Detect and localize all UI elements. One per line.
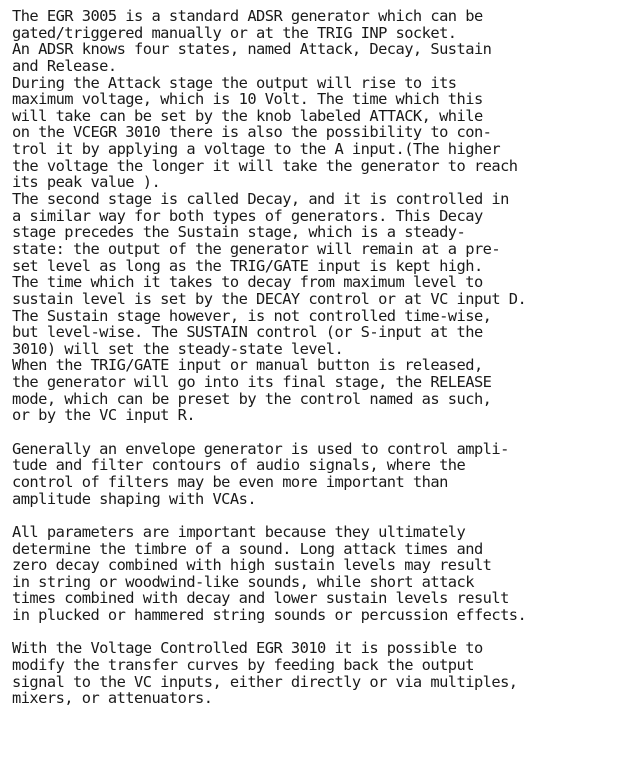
text-line: in plucked or hammered string sounds or percussion effects. (12, 606, 527, 625)
text-line: The Sustain stage however, is not controlled time-wise, (12, 306, 492, 325)
text-line: its peak value ). (12, 173, 161, 192)
text-line: control of filters may be even more important than (12, 472, 448, 491)
text-line: All parameters are important because they ultimately (12, 522, 466, 541)
text-line: mixers, or attenuators. (12, 689, 213, 708)
text-line: The second stage is called Decay, and it is controlled in (12, 190, 509, 209)
text-line: tude and filter contours of audio signals, where the (12, 456, 466, 475)
paragraph-spacer (12, 507, 638, 524)
text-line: During the Attack stage the output will rise to its (12, 73, 457, 92)
text-line: The EGR 3005 is a standard ADSR generator which can be (12, 7, 483, 25)
paragraph-spacer (12, 624, 638, 641)
text-line: set level as long as the TRIG/GATE input is kept high. (12, 256, 483, 275)
text-line: but level-wise. The SUSTAIN control (or S-input at the (12, 323, 483, 342)
text-line: will take can be set by the knob labeled ATTACK, while (12, 106, 483, 125)
text-line: stage precedes the Sustain stage, which is a steady- (12, 223, 466, 242)
text-line: a similar way for both types of generators. This Decay (12, 206, 483, 225)
text-line: and Release. (12, 56, 117, 75)
text-line: signal to the VC inputs, either directly or via multiples, (12, 672, 518, 691)
document-page (12, 8, 638, 707)
text-line: in string or woodwind-like sounds, while short attack (12, 572, 474, 591)
text-line: maximum voltage, which is 10 Volt. The time which this (12, 90, 483, 109)
text-line: sustain level is set by the DECAY control or at VC input D. (12, 289, 527, 308)
text-line: or by the VC input R. (12, 406, 196, 425)
paragraph-adsr-stages (12, 8, 638, 424)
text-line: With the Voltage Controlled EGR 3010 it is possible to (12, 639, 483, 658)
text-line: mode, which can be preset by the control named as such, (12, 389, 492, 408)
paragraph-vc-feedback (12, 640, 638, 707)
text-line: When the TRIG/GATE input or manual button is released, (12, 356, 483, 375)
text-line: gated/triggered manually or at the TRIG INP socket. (12, 23, 457, 42)
text-line: the voltage the longer it will take the generator to reach (12, 156, 518, 175)
text-line: the generator will go into its final stage, the RELEASE (12, 373, 492, 392)
text-line: The time which it takes to decay from maximum level to (12, 273, 483, 292)
text-line: amplitude shaping with VCAs. (12, 489, 257, 508)
text-line: trol it by applying a voltage to the A input.(The higher (12, 140, 501, 159)
text-line: on the VCEGR 3010 there is also the possibility to con- (12, 123, 492, 142)
text-line: Generally an envelope generator is used to control ampli- (12, 439, 509, 458)
text-line: An ADSR knows four states, named Attack, Decay, Sustain (12, 40, 492, 59)
text-line: times combined with decay and lower sustain levels result (12, 589, 509, 608)
text-line: 3010) will set the steady-state level. (12, 339, 344, 358)
paragraph-timbre (12, 524, 638, 624)
text-line: determine the timbre of a sound. Long attack times and (12, 539, 483, 558)
text-line: modify the transfer curves by feeding back the output (12, 655, 474, 674)
paragraph-spacer (12, 424, 638, 441)
text-line: zero decay combined with high sustain levels may result (12, 556, 492, 575)
text-line: state: the output of the generator will remain at a pre- (12, 239, 501, 258)
paragraph-envelope-usage (12, 441, 638, 508)
